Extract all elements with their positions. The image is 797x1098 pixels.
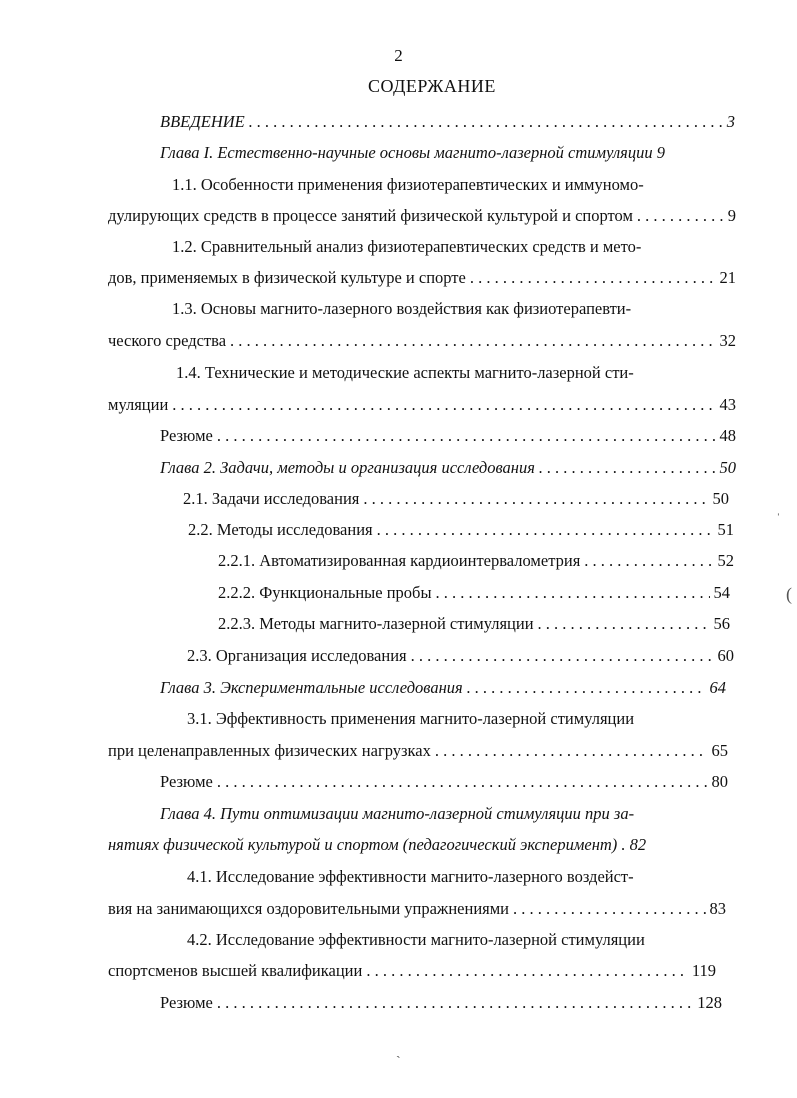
toc-page: 82 — [629, 835, 647, 854]
toc-page: 3 — [726, 112, 735, 131]
scan-speck: ˎ — [396, 1044, 401, 1059]
toc-page: 43 — [719, 395, 736, 414]
toc-page: 65 — [711, 741, 728, 760]
toc-leader — [366, 958, 688, 984]
toc-entry-text: ческого средства — [108, 331, 227, 350]
toc-entry-text: спортсменов высшей квалификации — [108, 961, 363, 980]
toc-entry-summary-3 — [160, 990, 722, 1016]
toc-leader — [467, 675, 706, 701]
toc-entry-text: Глава 2. Задачи, методы и организация исследования — [160, 458, 535, 477]
toc-entry-chapter-4: Глава 4. Пути оптимизации магнито-лазерной стимуляции при за- — [160, 804, 635, 823]
toc-page: 9 — [727, 206, 736, 225]
toc-page: 60 — [717, 646, 734, 665]
toc-entry-summary-2 — [160, 769, 728, 795]
toc-entry-text: 2.1. Задачи исследования — [183, 489, 360, 508]
toc-entry-text: 2.3. Организация исследования — [187, 646, 407, 665]
toc-entry-text: Резюме — [160, 772, 213, 791]
toc-entry-text: муляции — [108, 395, 169, 414]
toc-entry-4-2: 4.2. Исследование эффективности магнито-лазерной стимуляции — [187, 930, 645, 949]
toc-entry-text: Резюме — [160, 426, 213, 445]
scan-speck: ( — [786, 584, 792, 604]
toc-entry-2-2-3 — [218, 611, 730, 637]
toc-page: 9 — [656, 143, 665, 162]
toc-entry-2-3 — [187, 643, 734, 669]
toc-leader — [436, 580, 710, 606]
toc-entry-1-3-cont — [108, 328, 736, 354]
toc-entry-1-4: 1.4. Технические и методические аспекты магнито-лазерной сти- — [176, 363, 634, 382]
toc-leader — [377, 517, 714, 543]
toc-entry-1-1: 1.1. Особенности применения физиотерапевтических и иммуномо- — [172, 175, 644, 194]
toc-leader — [637, 203, 724, 229]
toc-entry-text: Глава I. Естественно-научные основы магнито-лазерной стимуляции — [160, 143, 653, 162]
toc-page: 48 — [719, 426, 736, 445]
toc-entry-text: 2.2.1. Автоматизированная кардиоинтервалометрия — [218, 551, 581, 570]
toc-page: 56 — [713, 614, 730, 633]
toc-page: 80 — [711, 772, 728, 791]
toc-entry-text: при целенаправленных физических нагрузках — [108, 741, 431, 760]
toc-entry-2-2-1 — [218, 548, 734, 574]
toc-entry-text: Резюме — [160, 993, 213, 1012]
toc-leader — [411, 643, 714, 669]
toc-page: 64 — [709, 678, 726, 697]
toc-entry-1-4-cont — [108, 392, 736, 418]
toc-entry-4-2-cont — [108, 958, 716, 984]
toc-entry-1-2-cont — [108, 265, 736, 291]
toc-leader — [230, 328, 715, 354]
toc-leader — [217, 769, 708, 795]
toc-leader — [249, 109, 723, 135]
page-number: 2 — [394, 46, 403, 65]
toc-entry-2-2 — [188, 517, 734, 543]
toc-leader — [539, 455, 716, 481]
toc-page: 32 — [719, 331, 736, 350]
toc-leader — [217, 423, 716, 449]
toc-entry-summary-1 — [160, 423, 736, 449]
toc-entry-1-3: 1.3. Основы магнито-лазерного воздействия как физиотерапевти- — [172, 299, 632, 318]
toc-entry-text: 2.2.2. Функциональные пробы — [218, 583, 432, 602]
toc-leader — [217, 990, 693, 1016]
toc-leader — [435, 738, 708, 764]
toc-leader — [584, 548, 713, 574]
toc-leader — [470, 265, 716, 291]
toc-leader — [513, 896, 705, 922]
toc-entry-text: дов, применяемых в физической культуре и спорте — [108, 268, 466, 287]
toc-page: 54 — [713, 583, 730, 602]
toc-entry-2-1 — [183, 486, 729, 512]
toc-page: 83 — [709, 899, 726, 918]
toc-page: 21 — [719, 268, 736, 287]
toc-page: 50 — [712, 489, 729, 508]
toc-page: 128 — [697, 993, 722, 1012]
toc-leader — [538, 611, 710, 637]
toc-entry-text: ВВЕДЕНИЕ — [160, 112, 245, 131]
toc-entry-text: нятиях физической культурой и спортом (педагогический эксперимент) — [108, 835, 618, 854]
toc-entry-2-2-2 — [218, 580, 730, 606]
toc-entry-chapter-1 — [160, 140, 750, 166]
scan-speck: ˈ — [776, 512, 781, 527]
toc-page: 50 — [719, 458, 736, 477]
toc-entry-4-1: 4.1. Исследование эффективности магнито-лазерного воздейст- — [187, 867, 634, 886]
toc-entry-text: 2.2. Методы исследования — [188, 520, 373, 539]
toc-entry-chapter-3 — [160, 675, 726, 701]
toc-entry-introduction — [160, 109, 735, 135]
toc-title: СОДЕРЖАНИЕ — [368, 76, 496, 96]
toc-entry-3-1-cont — [108, 738, 728, 764]
toc-entry-3-1: 3.1. Эффективность применения магнито-лазерной стимуляции — [187, 709, 635, 728]
toc-page: 119 — [691, 961, 716, 980]
toc-entry-1-1-cont — [108, 203, 736, 229]
toc-leader — [172, 392, 715, 418]
toc-entry-4-1-cont — [108, 896, 726, 922]
toc-entry-1-2: 1.2. Сравнительный анализ физиотерапевтических средств и мето- — [172, 237, 642, 256]
toc-page: 51 — [717, 520, 734, 539]
toc-entry-text: 2.2.3. Методы магнито-лазерной стимуляции — [218, 614, 534, 633]
toc-entry-text: Глава 3. Экспериментальные исследования — [160, 678, 463, 697]
toc-entry-chapter-2 — [160, 455, 736, 481]
toc-entry-text: вия на занимающихся оздоровительными упражнениями — [108, 899, 510, 918]
toc-entry-text: дулирующих средств в процессе занятий физической культурой и спортом — [108, 206, 633, 225]
toc-leader — [363, 486, 708, 512]
toc-page: 52 — [717, 551, 734, 570]
toc-entry-chapter-4-cont: нятиях физической культурой и спортом (педагогический эксперимент) . 82 — [108, 835, 647, 854]
